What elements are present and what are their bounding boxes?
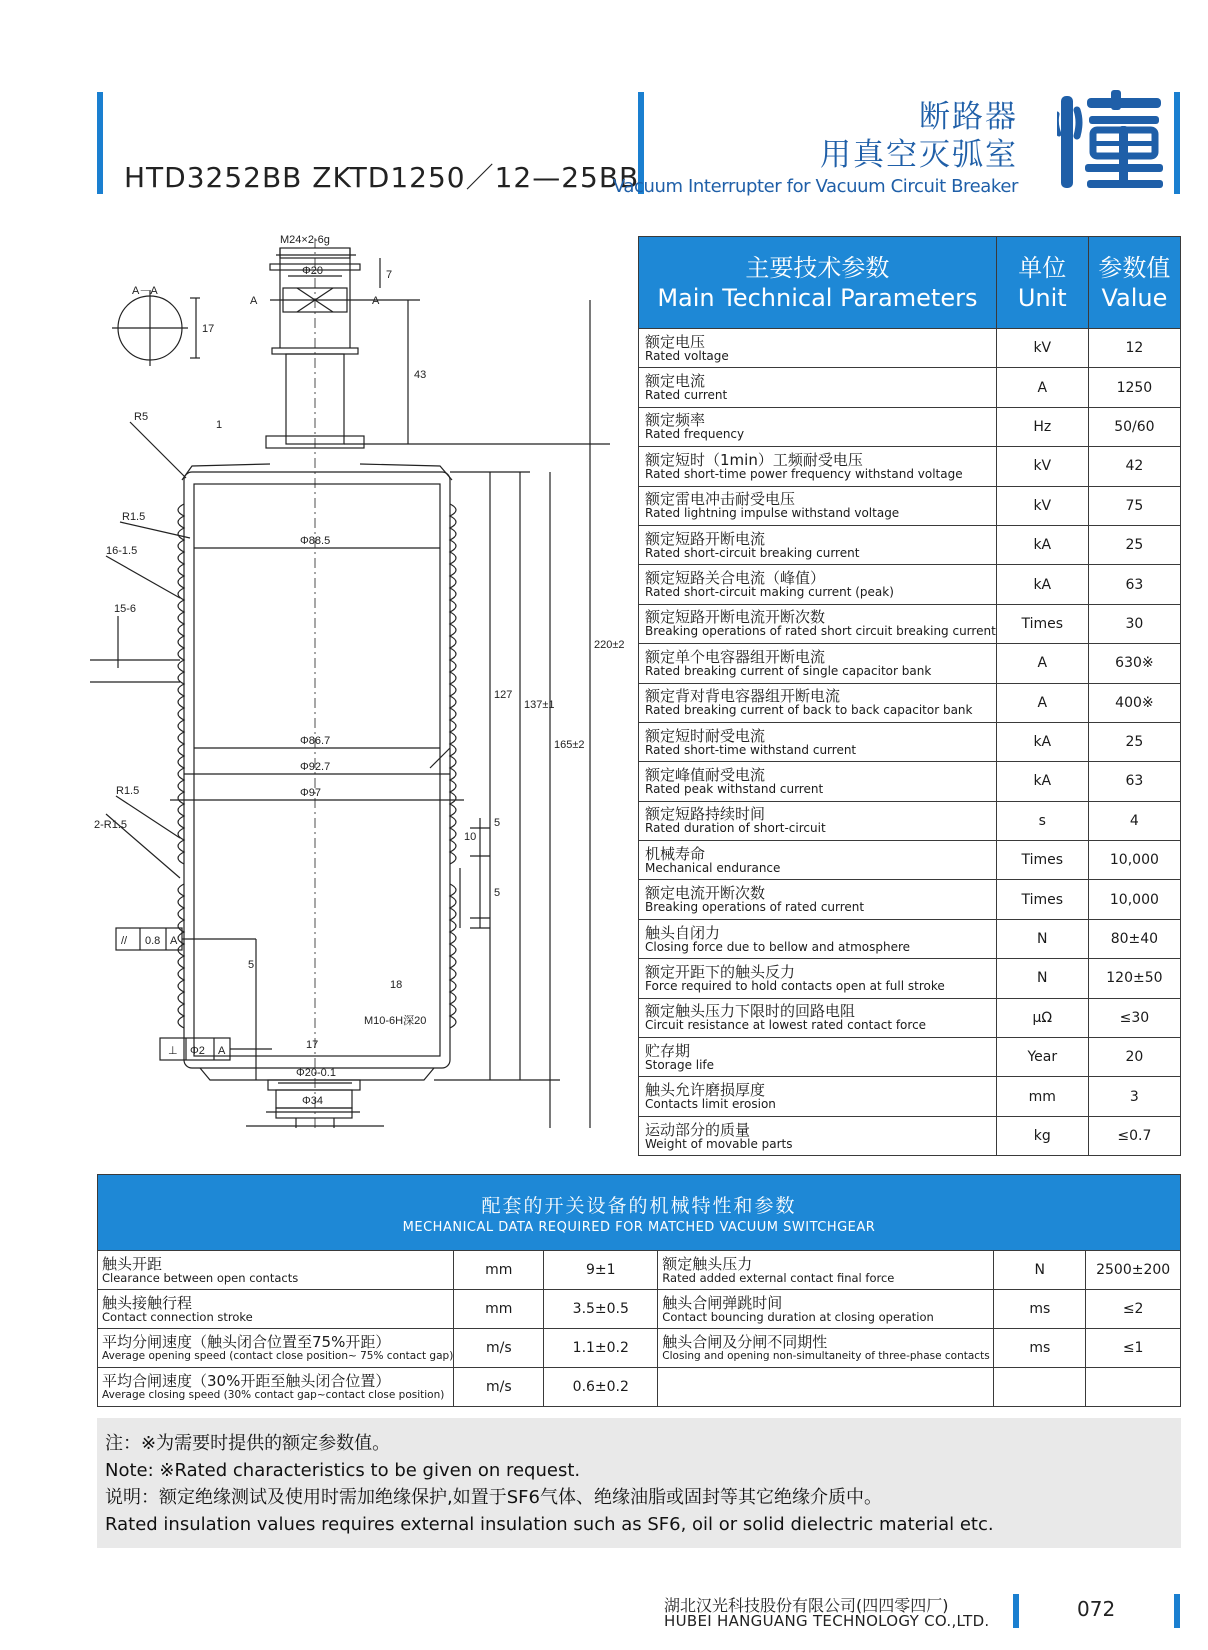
mech-right-en: Rated added external contact final force bbox=[662, 1270, 895, 1285]
mech-right-en: Closing and opening non-simultaneity of three-phase contacts bbox=[662, 1349, 990, 1362]
header-unit-cn: 单位 bbox=[1018, 253, 1067, 282]
main-parameters-table bbox=[638, 236, 1181, 1156]
param-name-cn: 额定电流 bbox=[645, 372, 706, 391]
table-row bbox=[98, 1368, 1181, 1407]
table-row bbox=[639, 407, 1181, 446]
param-unit: N bbox=[996, 919, 1088, 958]
note-en: Note: ※Rated characteristics to be given on request. bbox=[105, 1460, 581, 1481]
param-value: 25 bbox=[1088, 525, 1180, 564]
param-name-cn: 贮存期 bbox=[645, 1041, 691, 1060]
dim-17-bottom: 17 bbox=[306, 1039, 319, 1051]
param-name-en: Rated voltage bbox=[645, 348, 729, 363]
param-name-en: Contacts limit erosion bbox=[645, 1097, 776, 1112]
technical-drawing bbox=[90, 228, 630, 1128]
tol-parallel-value: 0.8 bbox=[145, 935, 161, 947]
param-unit: kA bbox=[996, 762, 1088, 801]
param-value: ≤30 bbox=[1088, 998, 1180, 1037]
mech-right-unit: ms bbox=[994, 1329, 1086, 1368]
param-name-cn: 额定短路关合电流（峰值） bbox=[645, 569, 826, 588]
param-value: 50/60 bbox=[1088, 407, 1180, 446]
param-value: ≤0.7 bbox=[1088, 1116, 1180, 1155]
dim-5c: 5 bbox=[248, 959, 255, 971]
table-row bbox=[639, 1077, 1181, 1116]
tol-perp-ref: A bbox=[218, 1045, 226, 1057]
mech-left-cn: 触头开距 bbox=[102, 1254, 163, 1273]
param-name-en: Breaking operations of rated current bbox=[645, 900, 865, 915]
param-name-cn: 触头自闭力 bbox=[645, 923, 721, 942]
param-value: 120±50 bbox=[1088, 959, 1180, 998]
param-name-en: Mechanical endurance bbox=[645, 860, 781, 875]
table-row bbox=[98, 1329, 1181, 1368]
param-unit: kV bbox=[996, 447, 1088, 486]
param-unit: kV bbox=[996, 329, 1088, 368]
param-name-cn: 额定开距下的触头反力 bbox=[645, 962, 796, 981]
dim-d34: Φ34 bbox=[302, 1095, 324, 1107]
dim-7: 7 bbox=[386, 269, 393, 281]
param-unit: kA bbox=[996, 722, 1088, 761]
param-name-en: Rated frequency bbox=[645, 427, 745, 442]
dim-d20: Φ20 bbox=[302, 265, 324, 277]
dim-r5: R5 bbox=[134, 411, 149, 423]
mech-left-cn: 触头接触行程 bbox=[102, 1293, 193, 1312]
param-name-cn: 运动部分的质量 bbox=[645, 1120, 751, 1139]
brand-cn-line2: 用真空灭弧室 bbox=[820, 137, 1018, 173]
dim-220: 220±2 bbox=[594, 639, 625, 651]
mech-right-cn: 额定触头压力 bbox=[662, 1254, 753, 1273]
footer-company-en: HUBEI HANGUANG TECHNOLOGY CO.,LTD. bbox=[664, 1612, 990, 1630]
dim-r15-top: R1.5 bbox=[122, 511, 146, 523]
param-value: 25 bbox=[1088, 722, 1180, 761]
dim-16-1-5: 16-1.5 bbox=[106, 545, 138, 557]
param-unit: N bbox=[996, 959, 1088, 998]
param-name-cn: 额定短时耐受电流 bbox=[645, 726, 766, 745]
table-row bbox=[639, 486, 1181, 525]
dim-d88-5: Φ88.5 bbox=[300, 535, 331, 547]
param-value: 1250 bbox=[1088, 368, 1180, 407]
mechanical-title-en: MECHANICAL DATA REQUIRED FOR MATCHED VACUUM SWITCHGEAR bbox=[402, 1219, 876, 1235]
mech-right-cn: 触头合闸弹跳时间 bbox=[662, 1293, 783, 1312]
header-unit bbox=[996, 237, 1088, 329]
param-name-en: Rated duration of short-circuit bbox=[645, 821, 826, 836]
param-unit: Times bbox=[996, 841, 1088, 880]
section-mark-a-left: A bbox=[250, 295, 258, 307]
table-row bbox=[639, 644, 1181, 683]
table-row bbox=[639, 841, 1181, 880]
explanation-cn: 说明：额定绝缘测试及使用时需加绝缘保护,如置于SF6气体、绝缘油脂或固封等其它绝缘介质中。 bbox=[105, 1487, 882, 1508]
param-name-cn: 额定频率 bbox=[645, 411, 706, 430]
param-unit: Times bbox=[996, 604, 1088, 643]
tol-parallel-symbol: // bbox=[121, 935, 128, 947]
mech-left-cn: 平均分闸速度（触头闭合位置至75%开距） bbox=[102, 1332, 391, 1351]
param-name-cn: 额定短路持续时间 bbox=[645, 805, 766, 824]
param-unit: A bbox=[996, 683, 1088, 722]
param-value: 12 bbox=[1088, 329, 1180, 368]
param-name-en: Rated short-circuit making current (peak) bbox=[645, 585, 894, 600]
dim-18: 18 bbox=[390, 979, 403, 991]
table-row bbox=[639, 368, 1181, 407]
model-title: HTD3252BB ZKTD1250／12—25BB bbox=[124, 161, 640, 194]
dim-m10: M10-6H深20 bbox=[364, 1015, 427, 1027]
dim-d20-bottom: Φ20-0.1 bbox=[296, 1067, 336, 1079]
page-number: 072 bbox=[1077, 1597, 1116, 1621]
param-unit: Year bbox=[996, 1038, 1088, 1077]
dim-d97: Φ97 bbox=[300, 787, 322, 799]
footer-bar-left bbox=[1013, 1594, 1019, 1628]
mechanical-data-header bbox=[98, 1175, 1181, 1251]
header-value bbox=[1088, 237, 1180, 329]
mech-right-value bbox=[1086, 1368, 1181, 1407]
mech-right-unit bbox=[994, 1368, 1086, 1407]
explanation-en: Rated insulation values requires external insulation such as SF6, oil or solid dielectric material etc. bbox=[105, 1514, 994, 1535]
dim-r15-bottom: R1.5 bbox=[116, 785, 140, 797]
param-name-en: Force required to hold contacts open at full stroke bbox=[645, 978, 945, 993]
mech-right-value: 2500±200 bbox=[1086, 1251, 1181, 1290]
dim-d92-7: Φ92.7 bbox=[300, 761, 331, 773]
note-cn: 注：※为需要时提供的额定参数值。 bbox=[105, 1433, 391, 1454]
param-name-cn: 额定短时（1min）工频耐受电压 bbox=[645, 450, 863, 469]
dim-43: 43 bbox=[414, 369, 427, 381]
dim-137: 137±1 bbox=[524, 699, 555, 711]
company-logo bbox=[1057, 90, 1165, 192]
param-value: 63 bbox=[1088, 762, 1180, 801]
param-name-cn: 额定背对背电容器组开断电流 bbox=[645, 687, 841, 706]
param-value: 10,000 bbox=[1088, 841, 1180, 880]
mech-right-value: ≤2 bbox=[1086, 1290, 1181, 1329]
mech-left-en: Average closing speed (30% contact gap~contact close position) bbox=[102, 1388, 445, 1401]
param-unit: kA bbox=[996, 525, 1088, 564]
table-row bbox=[98, 1290, 1181, 1329]
mech-left-unit: m/s bbox=[454, 1368, 544, 1407]
mech-left-unit: mm bbox=[454, 1290, 544, 1329]
table-row bbox=[639, 565, 1181, 604]
param-unit: kV bbox=[996, 486, 1088, 525]
table-row bbox=[639, 801, 1181, 840]
table-row bbox=[639, 959, 1181, 998]
dim-165: 165±2 bbox=[554, 739, 585, 751]
table-row bbox=[639, 525, 1181, 564]
dim-5a: 5 bbox=[494, 817, 501, 829]
param-name-en: Rated breaking current of back to back capacitor bank bbox=[645, 703, 973, 718]
table-row bbox=[98, 1251, 1181, 1290]
param-name-en: Weight of movable parts bbox=[645, 1136, 793, 1151]
param-name-cn: 额定电压 bbox=[645, 332, 706, 351]
mech-right-value: ≤1 bbox=[1086, 1329, 1181, 1368]
param-unit: μΩ bbox=[996, 998, 1088, 1037]
param-value: 30 bbox=[1088, 604, 1180, 643]
param-name-en: Rated breaking current of single capacitor bank bbox=[645, 663, 932, 678]
param-value: 400※ bbox=[1088, 683, 1180, 722]
param-name-cn: 额定短路开断电流 bbox=[645, 529, 766, 548]
brand-block bbox=[613, 98, 1018, 197]
param-name-en: Circuit resistance at lowest rated contact force bbox=[645, 1018, 927, 1033]
header-value-en: Value bbox=[1101, 283, 1168, 312]
table-row bbox=[639, 880, 1181, 919]
table-row bbox=[639, 1116, 1181, 1155]
param-name-en: Closing force due to bellow and atmosphere bbox=[645, 939, 911, 954]
dim-10: 10 bbox=[464, 831, 477, 843]
notes-panel bbox=[97, 1418, 1181, 1548]
dim-5b: 5 bbox=[494, 887, 501, 899]
dim-127: 127 bbox=[494, 689, 513, 701]
param-name-cn: 额定单个电容器组开断电流 bbox=[645, 647, 826, 666]
param-name-cn: 额定雷电冲击耐受电压 bbox=[645, 490, 796, 509]
main-parameters-header bbox=[639, 237, 1181, 329]
table-row bbox=[639, 683, 1181, 722]
param-value: 3 bbox=[1088, 1077, 1180, 1116]
mech-left-unit: mm bbox=[454, 1251, 544, 1290]
dim-2-r15: 2-R1.5 bbox=[94, 819, 128, 831]
param-unit: kg bbox=[996, 1116, 1088, 1155]
param-value: 630※ bbox=[1088, 644, 1180, 683]
param-value: 80±40 bbox=[1088, 919, 1180, 958]
header-param-cn: 主要技术参数 bbox=[745, 253, 890, 282]
param-value: 63 bbox=[1088, 565, 1180, 604]
header-value-cn: 参数值 bbox=[1098, 253, 1171, 282]
mechanical-data-table bbox=[97, 1174, 1181, 1407]
mech-right-unit: ms bbox=[994, 1290, 1086, 1329]
param-name-cn: 额定触头压力下限时的回路电阻 bbox=[645, 1002, 856, 1021]
param-name-en: Storage life bbox=[645, 1057, 715, 1072]
header-unit-en: Unit bbox=[1017, 283, 1067, 312]
mech-left-value: 0.6±0.2 bbox=[544, 1368, 658, 1407]
header-param bbox=[639, 237, 997, 329]
tol-parallel-ref: A bbox=[170, 935, 178, 947]
mech-left-en: Average opening speed (contact close position~ 75% contact gap) bbox=[102, 1349, 454, 1362]
param-name-en: Rated lightning impulse withstand voltage bbox=[645, 506, 900, 521]
param-name-cn: 机械寿命 bbox=[645, 844, 706, 863]
tol-perp-value: Φ2 bbox=[190, 1045, 205, 1057]
param-unit: Times bbox=[996, 880, 1088, 919]
table-row bbox=[639, 1038, 1181, 1077]
mech-right-unit: N bbox=[994, 1251, 1086, 1290]
param-unit: s bbox=[996, 801, 1088, 840]
brand-cn-line1: 断路器 bbox=[919, 99, 1018, 135]
dim-15-6: 15-6 bbox=[114, 603, 137, 615]
param-unit: A bbox=[996, 368, 1088, 407]
section-label: A－A bbox=[132, 285, 158, 297]
mech-left-value: 3.5±0.5 bbox=[544, 1290, 658, 1329]
param-value: 10,000 bbox=[1088, 880, 1180, 919]
section-mark-a-right: A bbox=[372, 295, 380, 307]
param-unit: A bbox=[996, 644, 1088, 683]
table-row bbox=[639, 604, 1181, 643]
tol-perp-symbol: ⊥ bbox=[168, 1045, 178, 1057]
dim-1: 1 bbox=[216, 419, 223, 431]
mech-left-cn: 平均合闸速度（30%开距至触头闭合位置） bbox=[102, 1371, 391, 1390]
param-name-cn: 额定短路开断电流开断次数 bbox=[645, 608, 826, 627]
footer-company-cn: 湖北汉光科技股份有限公司(四四零四厂) bbox=[664, 1596, 949, 1615]
right-accent-bar bbox=[1174, 92, 1180, 194]
left-accent-bar bbox=[97, 92, 103, 194]
header-param-en: Main Technical Parameters bbox=[657, 283, 978, 312]
mech-left-en: Clearance between open contacts bbox=[102, 1270, 299, 1285]
param-value: 42 bbox=[1088, 447, 1180, 486]
param-name-cn: 额定电流开断次数 bbox=[645, 884, 766, 903]
param-name-en: Rated short-circuit breaking current bbox=[645, 545, 860, 560]
dim-17: 17 bbox=[202, 323, 215, 335]
param-unit: mm bbox=[996, 1077, 1088, 1116]
param-value: 4 bbox=[1088, 801, 1180, 840]
table-row bbox=[639, 722, 1181, 761]
param-name-cn: 额定峰值耐受电流 bbox=[645, 765, 766, 784]
table-row bbox=[639, 447, 1181, 486]
mechanical-title-cn: 配套的开关设备的机械特性和参数 bbox=[481, 1194, 797, 1217]
param-name-en: Rated peak withstand current bbox=[645, 781, 824, 796]
param-name-en: Rated short-time withstand current bbox=[645, 742, 857, 757]
param-name-en: Rated current bbox=[645, 388, 728, 403]
param-name-en: Breaking operations of rated short circuit breaking current bbox=[645, 624, 996, 639]
table-row bbox=[639, 329, 1181, 368]
param-unit: Hz bbox=[996, 407, 1088, 446]
mech-left-en: Contact connection stroke bbox=[102, 1309, 253, 1324]
mech-left-value: 9±1 bbox=[544, 1251, 658, 1290]
table-row bbox=[639, 998, 1181, 1037]
mech-right-en: Contact bouncing duration at closing operation bbox=[662, 1309, 934, 1324]
param-value: 20 bbox=[1088, 1038, 1180, 1077]
table-row bbox=[639, 919, 1181, 958]
footer-bar-right bbox=[1174, 1594, 1180, 1628]
param-name-en: Rated short-time power frequency withstand voltage bbox=[645, 466, 963, 481]
param-value: 75 bbox=[1088, 486, 1180, 525]
mech-left-unit: m/s bbox=[454, 1329, 544, 1368]
mech-left-value: 1.1±0.2 bbox=[544, 1329, 658, 1368]
mech-right-cn: 触头合闸及分闸不同期性 bbox=[662, 1332, 828, 1351]
table-row bbox=[639, 762, 1181, 801]
param-name-cn: 触头允许磨损厚度 bbox=[645, 1081, 766, 1100]
param-unit: kA bbox=[996, 565, 1088, 604]
dim-d86-7: Φ86.7 bbox=[300, 735, 331, 747]
dim-thread: M24×2-6g bbox=[280, 234, 330, 246]
brand-en: Vacuum Interrupter for Vacuum Circuit Breaker bbox=[612, 176, 1018, 197]
